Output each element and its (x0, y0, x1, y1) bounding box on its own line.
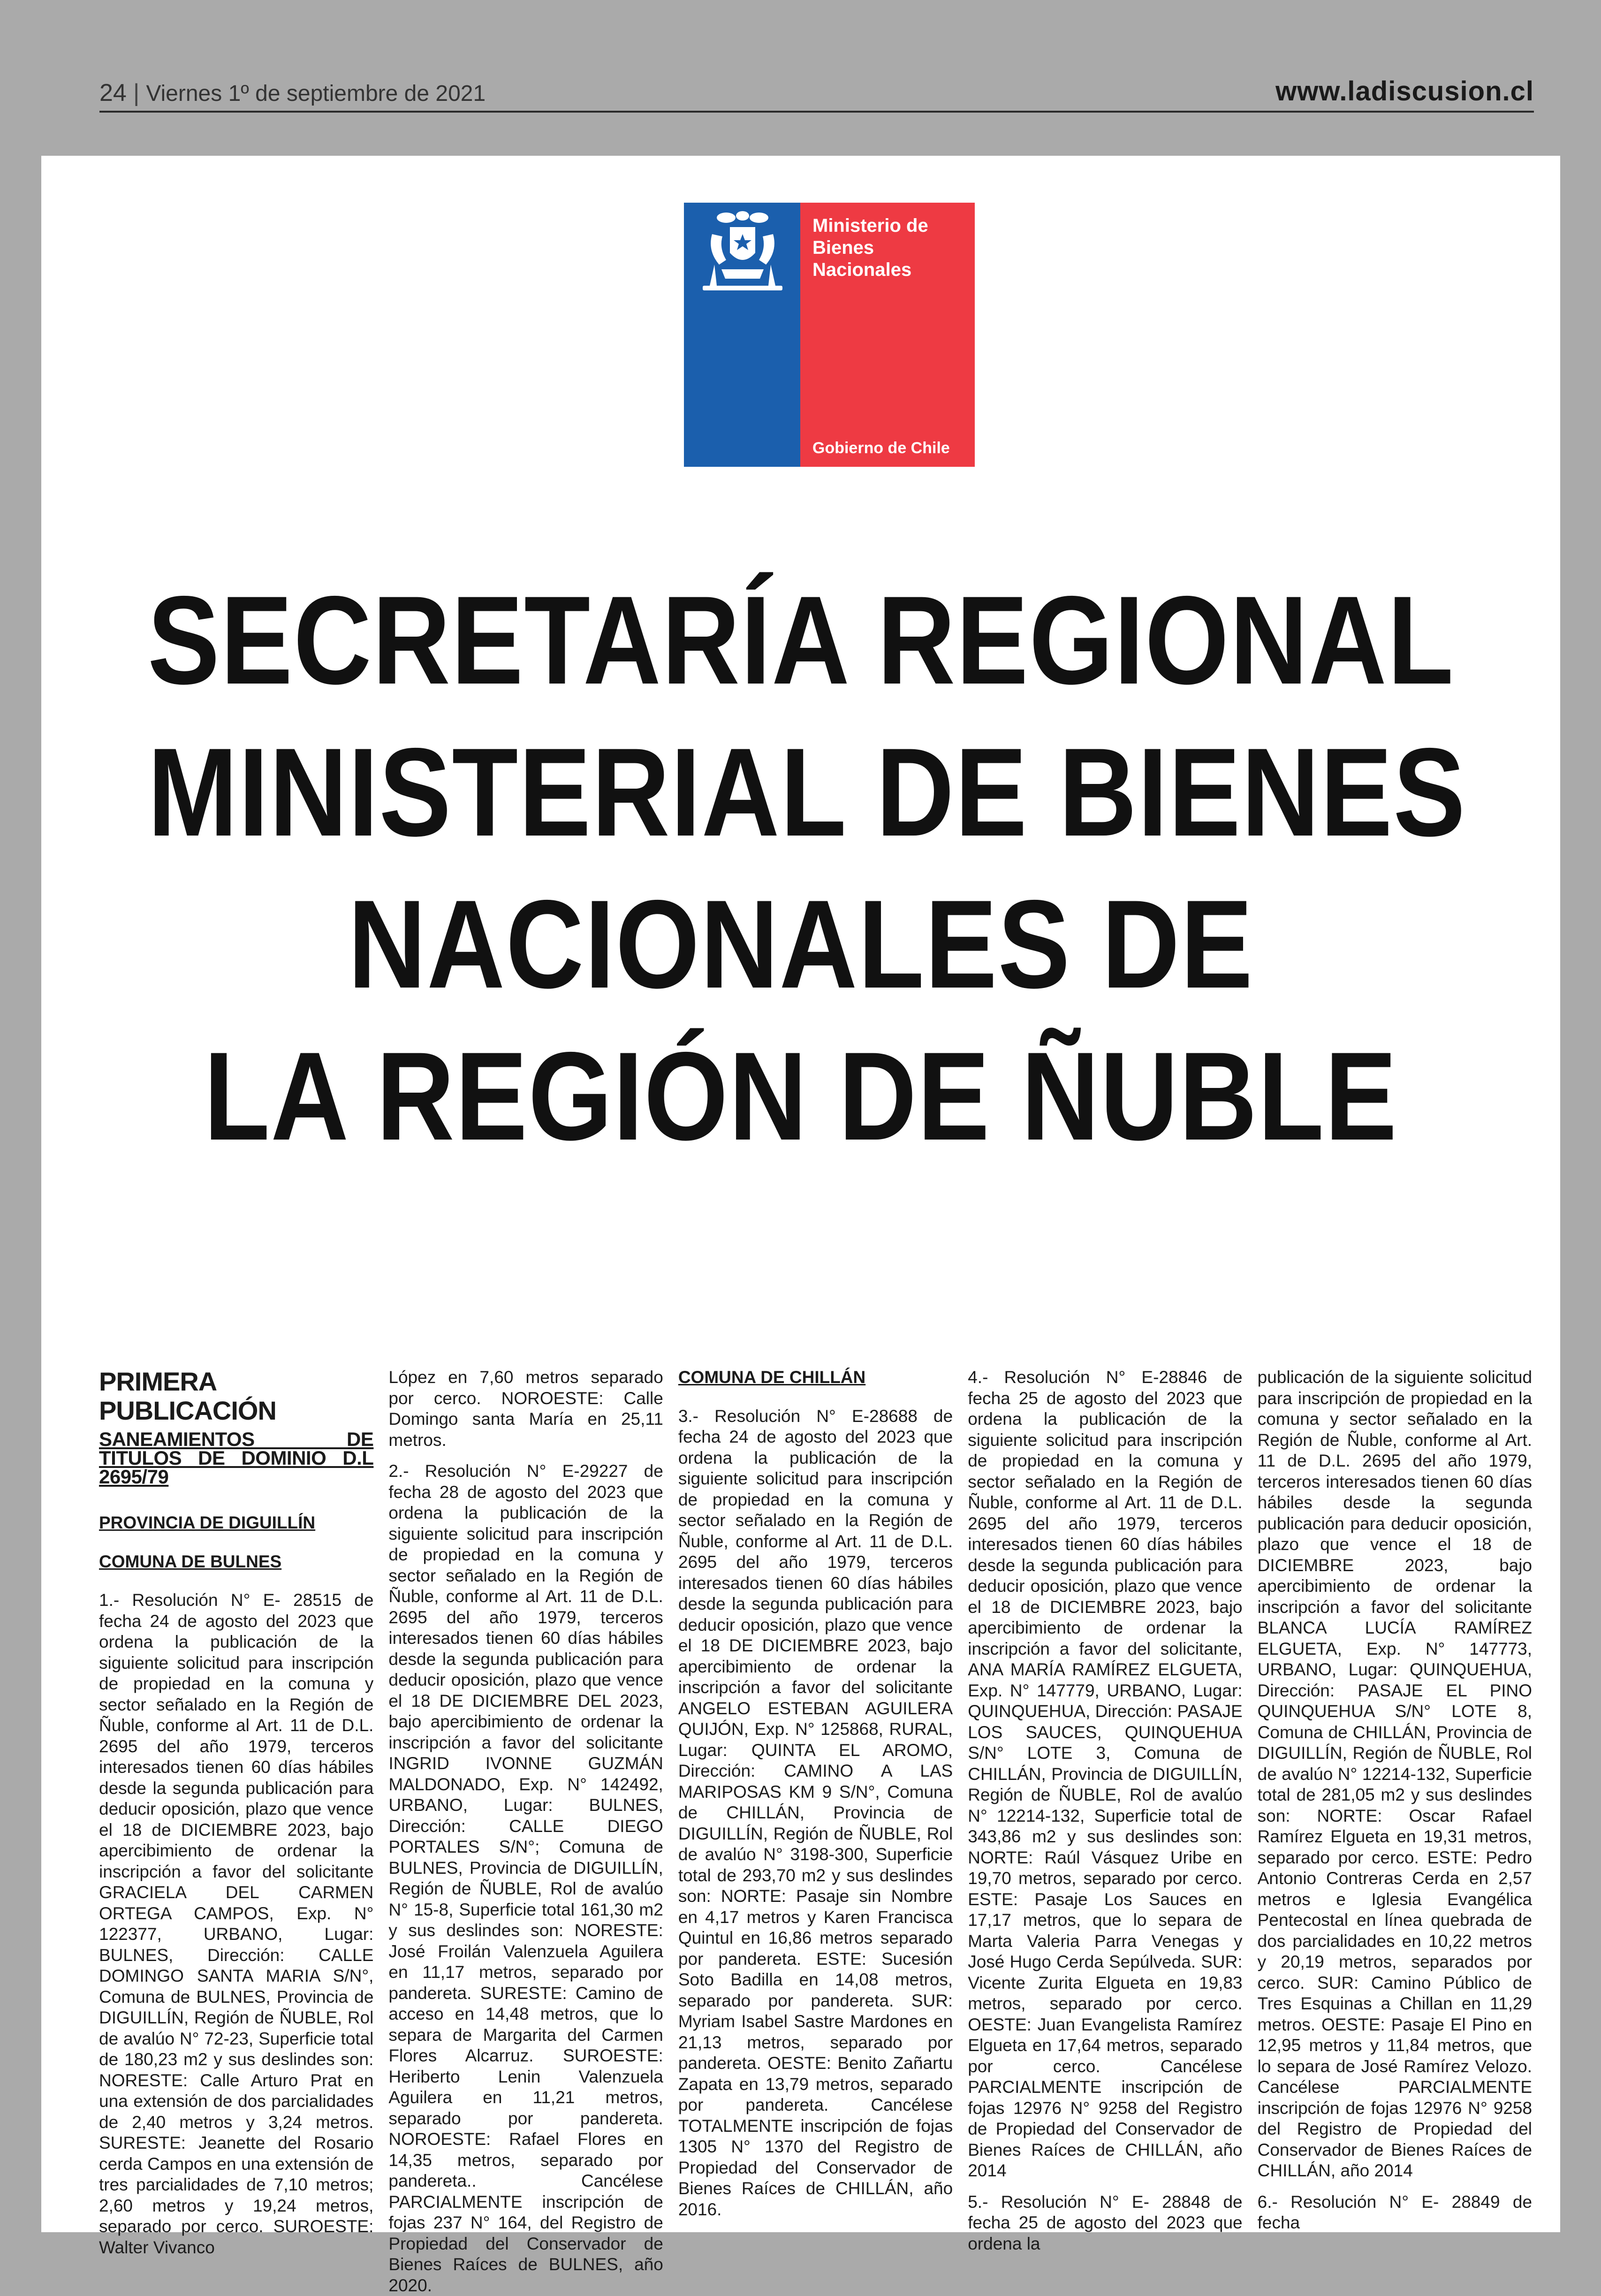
page-header (99, 75, 1534, 113)
page-title (147, 564, 1466, 1172)
notice-entry-5-continued: publicación de la siguiente solicitud para inscripción de propiedad en la comuna y sector señalado en la Región de Ñuble, conforme al Art. 11 de D.L. 2695 del año 1979, terceros interesados tienen 60 días hábiles desde la segunda publicación para deducir oposición, plazo que vence el 18 de DICIEMBRE 2023, bajo apercibimiento de ordenar la inscripción a favor del solicitante BLANCA LUCÍA RAMÍREZ ELGUETA, Exp. N° 147773, URBANO, Lugar: QUINQUEHUA, Dirección: PASAJE EL PINO QUINQUEHUA S/N° LOTE 8, Comuna de CHILLÁN, Provincia de DIGUILLÍN, Región de ÑUBLE, Rol de avalúo N° 12214-132, Superficie total de 281,05 m2 y sus deslindes son: NORTE: Oscar Rafael Ramírez Elgueta en 19,31 metros, separado por cerco. ESTE: Pedro Antonio Contreras Cerda en 2,57 metros e Iglesia Evangélica Pentecostal en línea quebrada de dos parcialidades en 10,22 metros y 20,19 metros, separados por cerco. SUR: Camino Público de Tres Esquinas a Chillan en 11,29 metros. OESTE: Pasaje El Pino en 12,95 metros y 11,84 metros, que lo separa de José Ramírez Velozo. Cancélese PARCIALMENTE inscripción de fojas 12976 N° 9258 del Registro de Propiedad del Conservador de Bienes Raíces de CHILLÁN, año 2014 (1257, 1368, 1533, 2180)
logo-ministry-line2: Bienes (812, 237, 874, 258)
logo-ministry-text (812, 215, 967, 281)
section-subtitle: SANEAMIENTOS DE TITULOS DE DOMINIO D.L 2695/79 (99, 1428, 374, 1488)
page-sheet (41, 156, 1560, 2295)
coat-of-arms-icon (693, 208, 792, 302)
section-title: PRIMERA PUBLICACIÓN (99, 1367, 276, 1425)
column-2 (388, 1367, 663, 2295)
column-3 (678, 1367, 953, 2221)
notice-columns (99, 1367, 1533, 2295)
page-number: 24 (99, 79, 127, 106)
title-line-4: LA REGIÓN DE ÑUBLE (204, 1026, 1398, 1166)
page-info (99, 79, 486, 107)
title-line-3: NACIONALES DE (348, 874, 1254, 1014)
column-4 (968, 1367, 1243, 2253)
commune-heading-chillan: COMUNA DE CHILLÁN (678, 1368, 866, 1387)
notice-entry-2: 2.- Resolución N° E-29227 de fecha 28 de agosto del 2023 que ordena la publicación de la siguiente solicitud para inscripción de propiedad en la comuna y sector señalado en la Región de Ñuble, conforme al Art. 11 de D.L. 2695 del año 1979, terceros interesados tienen 60 días hábiles desde la segunda publicación para deducir oposición, plazo que vence el 18 DE DICIEMBRE DEL 2023, bajo apercibimiento de ordenar la inscripción a favor del solicitante INGRID IVONNE GUZMÁN MALDONADO, Exp. N° 142492, URBANO, Lugar: BULNES, Dirección: CALLE DIEGO PORTALES S/N°; Comuna de BULNES, Provincia de DIGUILLÍN, Región de ÑUBLE, Rol de avalúo N° 15-8, Superficie total 161,30 m2 y sus deslindes son: NORESTE: José Froilán Valenzuela Aguilera en 11,17 metros, separado por pandereta. SURESTE: Camino de acceso en 14,48 metros, que lo separa de Margarita del Carmen Flores Alcarruz. SUROESTE: Heriberto Lenin Valenzuela Aguilera en 11,21 metros, separado por pandereta. NOROESTE: Rafael Flores en 14,35 metros, separado por pandereta.. Cancélese PARCIALMENTE inscripción de fojas 237 N° 164, del Registro de Propiedad del Conservador de Bienes Raíces de BULNES, año 2020. (388, 1461, 663, 2295)
header-separator: | (133, 79, 140, 106)
logo-government-text: Gobierno de Chile (812, 439, 950, 457)
province-heading: PROVINCIA DE DIGUILLÍN (99, 1513, 316, 1532)
notice-entry-3: 3.- Resolución N° E-28688 de fecha 24 de agosto del 2023 que ordena la publicación de la siguiente solicitud para inscripción de propiedad en la comuna y sector señalado en la Región de Ñuble, conforme al Art. 11 de D.L. 2695 del año 1979, terceros interesados tienen 60 días hábiles desde la segunda publicación para deducir oposición, plazo que vence el 18 DE DICIEMBRE 2023, bajo apercibimiento de ordenar la inscripción a favor del solicitante ANGELO ESTEBAN AGUILERA QUIJÓN, Exp. N° 125868, RURAL, Lugar: QUINTA EL AROMO, Dirección: CAMINO A LAS MARIPOSAS KM 9 S/N°, Comuna de CHILLÁN, Provincia de DIGUILLÍN, Región de ÑUBLE, Rol de avalúo N° 3198-300, Superficie total de 293,70 m2 y sus deslindes son: NORTE: Pasaje sin Nombre en 4,17 metros y Karen Francisca Quintul en 16,86 metros separado por pandereta. ESTE: Sucesión Soto Badilla en 14,08 metros, separado por pandereta. SUR: Myriam Isabel Sastre Mardones en 21,13 metros, separado por pandereta. OESTE: Benito Zañartu Zapata en 13,79 metros, separado por pandereta. Cancélese TOTALMENTE inscripción de fojas 1305 N° 1370 del Registro de Propiedad del Conservador de Bienes Raíces de CHILLÁN, año 2016. (678, 1406, 953, 2219)
notice-entry-6-start: 6.- Resolución N° E- 28849 de fecha (1257, 2192, 1533, 2232)
notice-entry-4: 4.- Resolución N° E-28846 de fecha 25 de agosto del 2023 que ordena la publicación de la siguiente solicitud para inscripción de propiedad en la comuna y sector señalado en la Región de Ñuble, conforme al Art. 11 de D.L. 2695 del año 1979, terceros interesados tienen 60 días hábiles desde la segunda publicación para deducir oposición, plazo que vence el 18 de DICIEMBRE 2023, bajo apercibimiento de ordenar la inscripción a favor del solicitante, ANA MARÍA RAMÍREZ ELGUETA, Exp. N° 147779, URBANO, Lugar: QUINQUEHUA, Dirección: PASAJE LOS SAUCES, QUINQUEHUA S/N° LOTE 3, Comuna de CHILLÁN, Provincia de DIGUILLÍN, Región de ÑUBLE, Rol de avalúo N° 12214-132, Superficie total de 343,86 m2 y sus deslindes son: NORTE: Raúl Vásquez Uribe en 19,70 metros, separado por cerco. ESTE: Pasaje Los Sauces en 17,17 metros, que lo separa de Marta Valeria Parra Venegas y José Hugo Cerda Sepúlveda. SUR: Vicente Zurita Elgueta en 19,83 metros, separado por cerco. OESTE: Juan Evangelista Ramírez Elgueta en 17,64 metros, separado por cerco. Cancélese PARCIALMENTE inscripción de fojas 12976 N° 9258 del Registro de Propiedad del Conservador de Bienes Raíces de CHILLÁN, año 2014 (968, 1368, 1243, 2180)
logo-red-top (800, 203, 975, 362)
notice-entry-5-start: 5.- Resolución N° E- 28848 de fecha 25 de agosto del 2023 que ordena la (968, 2192, 1243, 2253)
publication-date: Viernes 1º de septiembre de 2021 (146, 81, 486, 106)
logo-ministry-line1: Ministerio de (812, 215, 928, 236)
title-line-1: SECRETARÍA REGIONAL (147, 570, 1455, 710)
notice-entry-1-continued: López en 7,60 metros separado por cerco. NOROESTE: Calle Domingo santa María en 25,11 metros. (388, 1368, 663, 1450)
title-line-2: MINISTERIAL DE BIENES (147, 722, 1466, 862)
column-5 (1257, 1367, 1533, 2232)
commune-heading-bulnes: COMUNA DE BULNES (99, 1551, 282, 1571)
website-link[interactable]: www.ladiscusion.cl (1275, 76, 1534, 106)
column-1 (99, 1367, 374, 2257)
logo-ministry-line3: Nacionales (812, 259, 912, 280)
logo-red-bottom (800, 362, 975, 467)
notice-entry-1: 1.- Resolución N° E- 28515 de fecha 24 de agosto del 2023 que ordena la publicación de la siguiente solicitud para inscripción de propiedad en la comuna y sector señalado en la Región de Ñuble, conforme al Art. 11 de D.L. 2695 del año 1979, terceros interesados tienen 60 días hábiles desde la segunda publicación para deducir oposición, plazo que vence el 18 de DICIEMBRE 2023, bajo apercibimiento de ordenar la inscripción a favor del solicitante GRACIELA DEL CARMEN ORTEGA CAMPOS, Exp. N° 122377, URBANO, Lugar: BULNES, Dirección: CALLE DOMINGO SANTA MARIA S/N°, Comuna de BULNES, Provincia de DIGUILLÍN, Región de ÑUBLE, Rol de avalúo N° 72-23, Superficie total de 180,23 m2 y sus deslindes son: NORESTE: Calle Arturo Prat en una extensión de dos parcialidades de 2,40 metros y 3,24 metros. SURESTE: Jeanette del Rosario cerda Campos en una extensión de tres parcialidades de 7,10 metros; 2,60 metros y 19,24 metros, separado por cerco. SUROESTE: Walter Vivanco (99, 1590, 374, 2257)
logo-blue-panel (684, 203, 800, 467)
ministry-logo (684, 203, 975, 467)
logo-red-panel (800, 203, 975, 467)
